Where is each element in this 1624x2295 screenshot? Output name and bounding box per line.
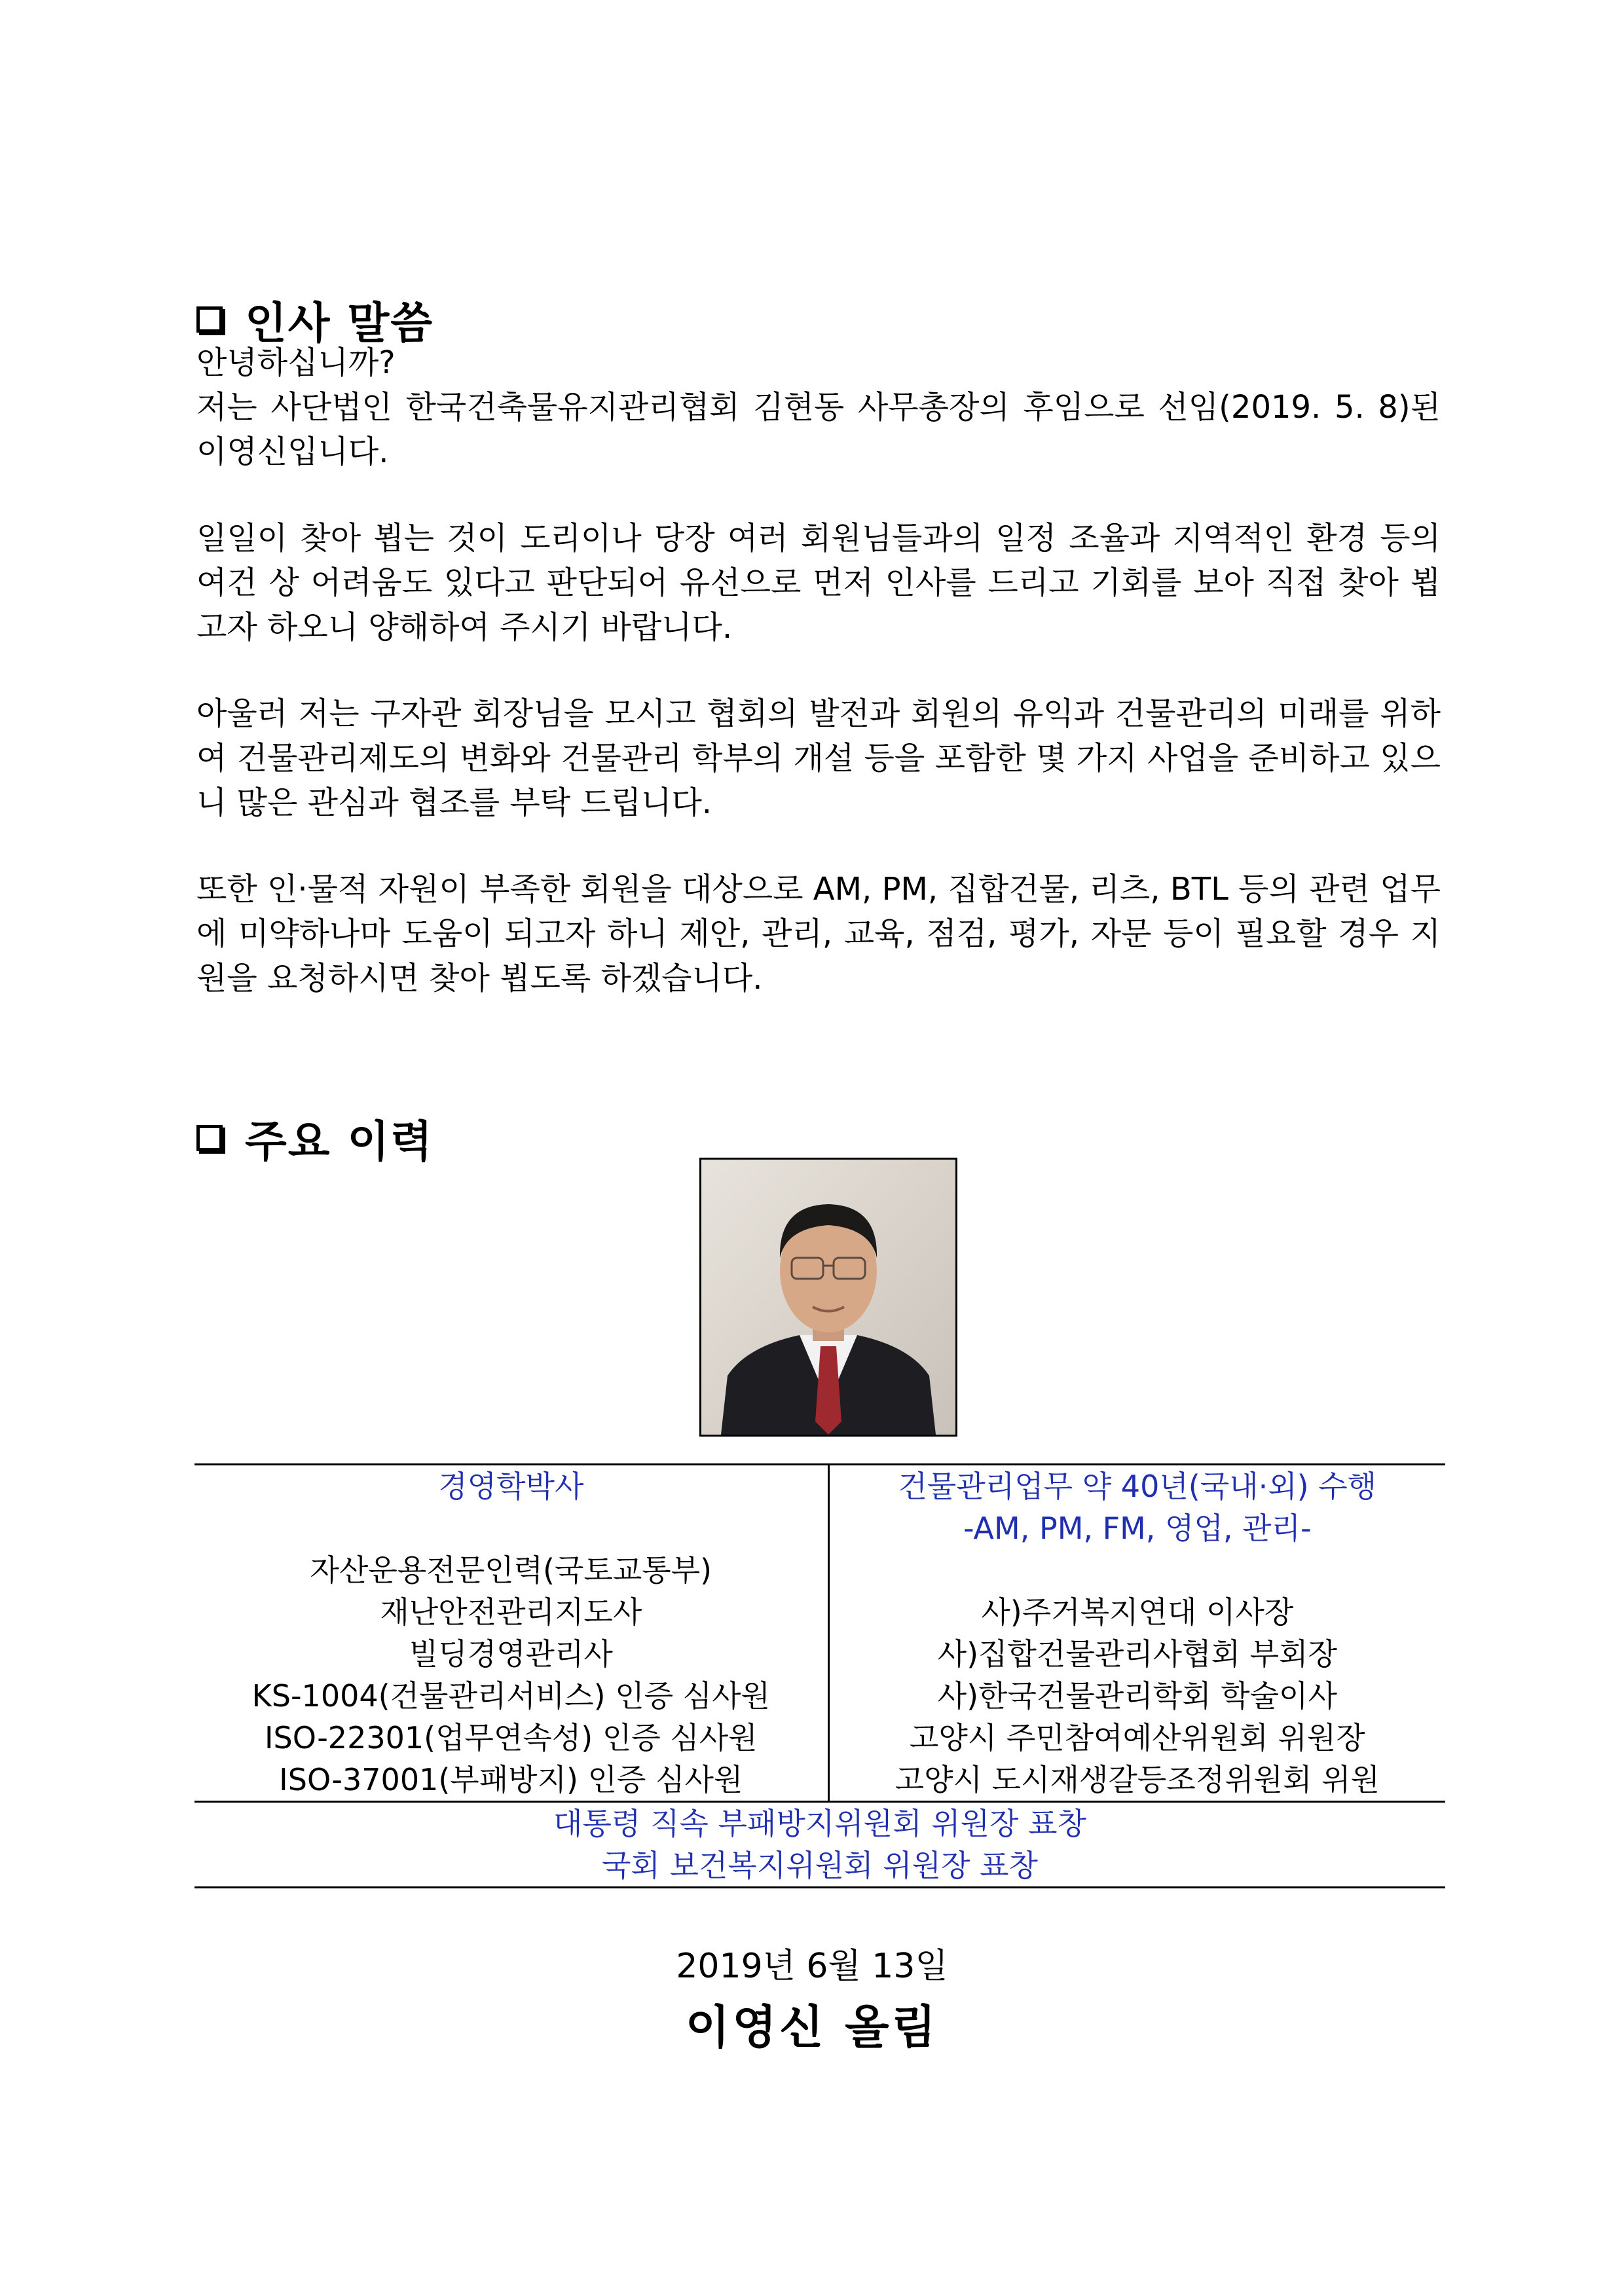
qualification-item: 빌딩경영관리사 (409, 1636, 613, 1672)
award-item: 대통령 직속 부패방지위원회 위원장 표창 (553, 1806, 1086, 1841)
qualification-item: 자산운용전문인력(국토교통부) (310, 1552, 712, 1588)
checkbox-square-icon (196, 306, 223, 333)
qualification-item: KS-1004(건물관리서비스) 인증 심사원 (251, 1678, 770, 1714)
awards-cell (194, 1802, 1445, 1888)
position-item: 고양시 도시재생갈등조정위원회 위원 (895, 1762, 1380, 1797)
qualification-item: 재난안전관리지도사 (380, 1594, 642, 1630)
greeting-title: 인사 말씀 (245, 298, 434, 348)
qualifications-column (194, 1465, 828, 1802)
degree: 경영학박사 (438, 1469, 584, 1504)
experience-column (828, 1465, 1445, 1802)
checkbox-square-icon (196, 1125, 223, 1151)
greeting-body (196, 340, 1441, 1001)
salutation: 안녕하십니까? (196, 344, 396, 381)
qualification-item: ISO-22301(업무연속성) 인증 심사원 (264, 1720, 758, 1755)
position-item: 고양시 주민참여예산위원회 위원장 (909, 1720, 1365, 1755)
paragraph-appointment: 저는 사단법인 한국건축물유지관리협회 김현동 사무총장의 후임으로 선임(2019. 5. 8)된 이영신입니다. (196, 389, 1441, 470)
paragraph-plans: 아울러 저는 구자관 회장님을 모시고 협회의 발전과 회원의 유익과 건물관리의 미래를 위하여 건물관리제도의 변화와 건물관리 학부의 개설 등을 포함한 몇 가지 사업을 준비하고 있으니 많은 관심과 협조를 부탁 드립니다. (196, 695, 1441, 821)
experience-headline: 건물관리업무 약 40년(국내·외) 수행 (898, 1469, 1377, 1504)
experience-subline: -AM, PM, FM, 영업, 관리- (963, 1511, 1312, 1546)
position-item: 사)주거복지연대 이사장 (981, 1594, 1294, 1630)
career-heading (196, 1107, 434, 1169)
paragraph-support: 또한 인·물적 자원이 부족한 회원을 대상으로 AM, PM, 집합건물, 리츠, BTL 등의 관련 업무에 미약하나마 도움이 되고자 하니 제안, 관리, 교육, 점검, 평가, 자문 등이 필요할 경우 지원을 요청하시면 찾아 뵙도록 하겠습니다. (196, 871, 1441, 997)
career-title: 주요 이력 (245, 1116, 434, 1167)
award-item: 국회 보건복지위원회 위원장 표창 (602, 1848, 1038, 1883)
position-item: 사)한국건물관리학회 학술이사 (937, 1678, 1337, 1714)
career-table (194, 1463, 1445, 1888)
signature: 이영신 올림 (685, 2000, 939, 2054)
paragraph-visit: 일일이 찾아 뵙는 것이 도리이나 당장 여러 회원님들과의 일정 조율과 지역적인 환경 등의 여건 상 어려움도 있다고 판단되어 유선으로 먼저 인사를 드리고 기회를 보아 직접 찾아 뵙고자 하오니 양해하여 주시기 바랍니다. (196, 520, 1441, 646)
letter-date: 2019년 6월 13일 (676, 1947, 948, 1986)
portrait-photo (699, 1158, 957, 1437)
position-item: 사)집합건물관리사협회 부회장 (937, 1636, 1337, 1672)
qualification-item: ISO-37001(부패방지) 인증 심사원 (279, 1762, 743, 1797)
